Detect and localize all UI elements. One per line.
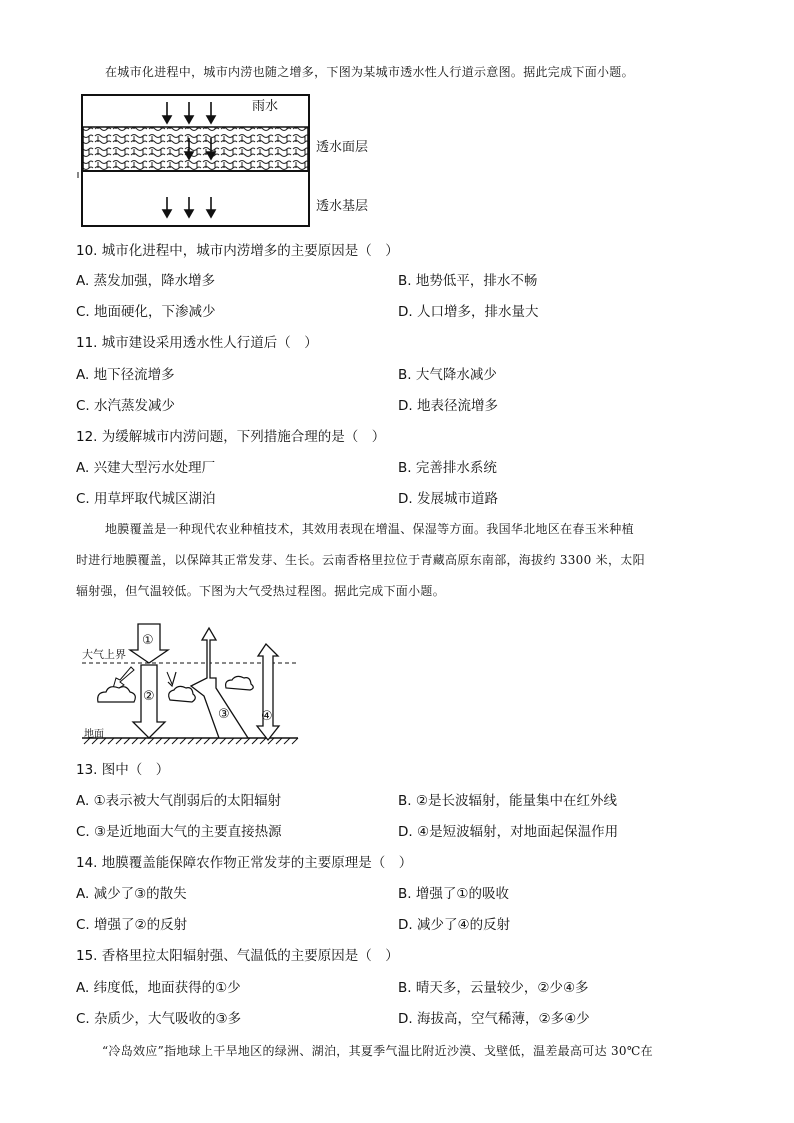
ground-label: 地面 <box>84 729 104 740</box>
mark-2: ② <box>143 689 155 704</box>
q12-option-c[interactable]: C. 用草坪取代城区湖泊 <box>76 491 216 507</box>
question-11-stem: 11. 城市建设采用透水性人行道后（ ） <box>76 335 318 351</box>
q12-option-b[interactable]: B. 完善排水系统 <box>398 460 497 476</box>
passage-2-line-3: 辐射强，但气温较低。下图为大气受热过程图。据此完成下面小题。 <box>76 584 446 598</box>
question-14-stem: 14. 地膜覆盖能保障农作物正常发芽的主要原理是（ ） <box>76 855 413 871</box>
cloud-left-icon <box>98 687 136 702</box>
q11-option-a[interactable]: A. 地下径流增多 <box>76 367 175 383</box>
q10-option-b[interactable]: B. 地势低平，排水不畅 <box>398 273 538 289</box>
question-12-stem: 12. 为缓解城市内涝问题，下列措施合理的是（ ） <box>76 429 386 445</box>
q14-option-c[interactable]: C. 增强了②的反射 <box>76 917 188 933</box>
q11-option-c[interactable]: C. 水汽蒸发减少 <box>76 398 176 414</box>
passage-3: “冷岛效应”指地球上干旱地区的绿洲、湖泊，其夏季气温比附近沙漠、戈壁低，温差最高可达 30℃在 <box>102 1044 653 1058</box>
passage-2-line-2: 时进行地膜覆盖，以保障其正常发芽、生长。云南香格里拉位于青藏高原东南部，海拔约 3300 米，太阳 <box>76 553 645 567</box>
mark-1: ① <box>142 633 154 648</box>
counter-radiation-arrow <box>257 644 279 740</box>
q13-option-c[interactable]: C. ③是近地面大气的主要直接热源 <box>76 824 282 840</box>
q14-option-b[interactable]: B. 增强了①的吸收 <box>398 886 509 902</box>
q10-option-c[interactable]: C. 地面硬化，下渗减少 <box>76 304 216 320</box>
atmosphere-top-label: 大气上界 <box>82 648 126 661</box>
q14-option-a[interactable]: A. 减少了③的散失 <box>76 886 187 902</box>
mark-4: ④ <box>261 709 273 724</box>
question-13-stem: 13. 图中（ ） <box>76 762 170 778</box>
q15-option-c[interactable]: C. 杂质少，大气吸收的③多 <box>76 1011 242 1027</box>
q15-option-d[interactable]: D. 海拔高，空气稀薄，②多④少 <box>398 1011 590 1027</box>
q14-option-d[interactable]: D. 减少了④的反射 <box>398 917 511 933</box>
question-15-stem: 15. 香格里拉太阳辐射强、气温低的主要原因是（ ） <box>76 948 399 964</box>
q12-option-d[interactable]: D. 发展城市道路 <box>398 491 498 507</box>
q15-option-a[interactable]: A. 纬度低，地面获得的①少 <box>76 980 241 996</box>
rain-label: 雨水 <box>252 99 279 114</box>
cloud-middle-icon <box>169 686 196 702</box>
q12-option-a[interactable]: A. 兴建大型污水处理厂 <box>76 460 216 476</box>
q13-option-d[interactable]: D. ④是短波辐射，对地面起保温作用 <box>398 824 619 840</box>
q13-option-b[interactable]: B. ②是长波辐射，能量集中在红外线 <box>398 793 617 809</box>
atmosphere-heating-diagram <box>76 618 306 748</box>
base-layer-label: 透水基层 <box>316 199 369 214</box>
q15-option-b[interactable]: B. 晴天多，云量较少，②少④多 <box>398 980 589 996</box>
surface-layer-label: 透水面层 <box>316 140 369 155</box>
q11-option-d[interactable]: D. 地表径流增多 <box>398 398 498 414</box>
q10-option-d[interactable]: D. 人口增多，排水量大 <box>398 304 539 320</box>
passage-1: 在城市化进程中，城市内涝也随之增多，下图为某城市透水性人行道示意图。据此完成下面小题。 <box>105 65 634 79</box>
question-10-stem: 10. 城市化进程中，城市内涝增多的主要原因是（ ） <box>76 243 399 259</box>
mark-3: ③ <box>218 707 230 722</box>
q13-option-a[interactable]: A. ①表示被大气削弱后的太阳辐射 <box>76 793 282 809</box>
cloud-right-icon <box>226 676 254 690</box>
q10-option-a[interactable]: A. 蒸发加强，降水增多 <box>76 273 216 289</box>
passage-2-line-1: 地膜覆盖是一种现代农业种植技术，其效用表现在增温、保湿等方面。我国华北地区在春玉米种植 <box>105 522 634 536</box>
permeable-sidewalk-diagram <box>76 94 396 229</box>
q11-option-b[interactable]: B. 大气降水减少 <box>398 367 497 383</box>
